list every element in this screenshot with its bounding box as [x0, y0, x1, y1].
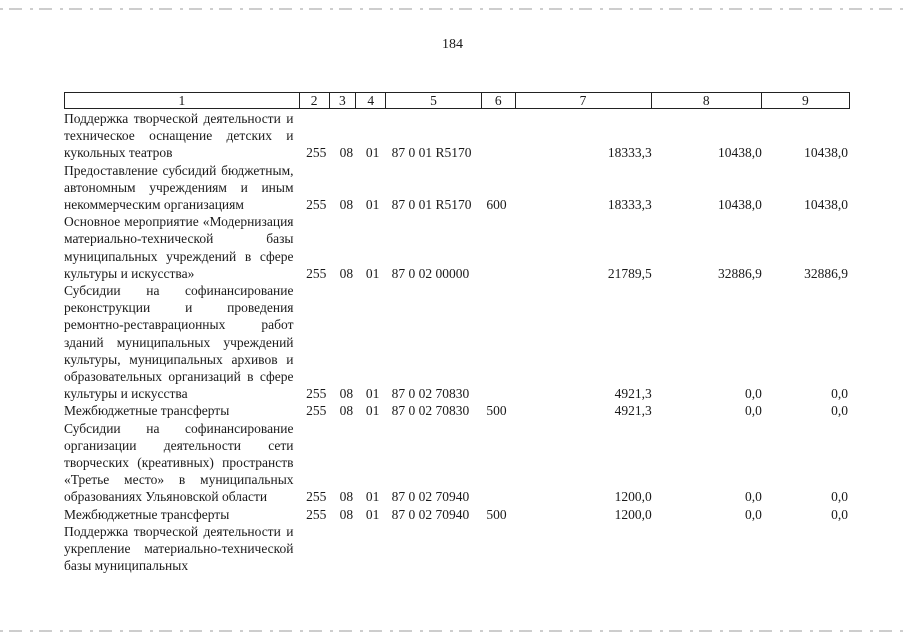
row-col-3: 08 [339, 145, 354, 161]
row-col-8: 32886,9 [717, 265, 762, 281]
row-name: Основное мероприятие «Модернизация материально-технической базы муниципальных учреждений в сфере культуры и искусства» [64, 214, 294, 281]
header-col-3: 3 [330, 93, 357, 108]
row-col-5: 87 0 01 R5170 [391, 145, 472, 161]
page-number: 184 [442, 37, 463, 52]
table-header [64, 92, 850, 109]
row-col-5: 87 0 01 R5170 [391, 197, 472, 213]
table-row [64, 506, 850, 523]
scan-edge-bottom [0, 630, 905, 632]
row-col-7: 4921,3 [614, 386, 652, 402]
row-col-8: 0,0 [744, 386, 762, 402]
row-col-8: 10438,0 [717, 197, 762, 213]
row-name: Межбюджетные трансферты [64, 403, 230, 419]
row-col-9: 10438,0 [804, 197, 848, 213]
row-name: Межбюджетные трансферты [64, 506, 230, 522]
row-col-6: 600 [486, 197, 507, 213]
header-col-7: 7 [516, 93, 652, 108]
row-col-6: 500 [486, 506, 507, 522]
row-name: Субсидии на софинансирование организации деятельности сети творческих (креативных) пространств «Третье место» в муниципальных образованиях Ульяновской области [64, 420, 294, 505]
row-col-5: 87 0 02 70940 [391, 489, 470, 505]
row-col-4: 01 [365, 145, 380, 161]
row-col-5: 87 0 02 70830 [391, 386, 470, 402]
row-col-3: 08 [339, 386, 354, 402]
row-col-2: 255 [306, 506, 327, 522]
row-name: Субсидии на софинансирование реконструкции и проведения ремонтно-реставрационных работ зданий муниципальных учреждений культуры, муниципальных архивов и образовательных организаций в сфере культуры и искусства [64, 283, 294, 402]
header-col-6: 6 [482, 93, 516, 108]
row-col-2: 255 [306, 386, 327, 402]
table-row [64, 162, 850, 214]
header-col-2: 2 [300, 93, 330, 108]
row-name: Поддержка творческой деятельности и техническое оснащение детских и кукольных театров [64, 111, 294, 161]
row-col-8: 0,0 [744, 489, 762, 505]
row-col-2: 255 [306, 265, 327, 281]
header-col-9: 9 [802, 93, 809, 108]
row-col-4: 01 [365, 386, 380, 402]
table-row [64, 282, 850, 402]
row-col-8: 0,0 [744, 403, 762, 419]
header-col-5: 5 [386, 93, 482, 108]
row-col-9: 32886,9 [804, 265, 848, 281]
row-col-4: 01 [365, 403, 380, 419]
table-row [64, 523, 850, 575]
row-col-9: 0,0 [831, 489, 848, 505]
row-col-2: 255 [306, 403, 327, 419]
row-col-3: 08 [339, 489, 354, 505]
row-col-9: 0,0 [831, 386, 848, 402]
row-col-4: 01 [365, 197, 380, 213]
row-col-7: 18333,3 [607, 145, 652, 161]
row-col-3: 08 [339, 265, 354, 281]
header-col-8: 8 [652, 93, 762, 108]
row-col-4: 01 [365, 265, 380, 281]
row-col-8: 0,0 [744, 506, 762, 522]
row-col-7: 18333,3 [607, 197, 652, 213]
row-col-7: 21789,5 [607, 265, 652, 281]
row-col-9: 0,0 [831, 506, 848, 522]
header-col-4: 4 [356, 93, 386, 108]
row-col-8: 10438,0 [717, 145, 762, 161]
row-col-5: 87 0 02 00000 [391, 265, 470, 281]
row-col-4: 01 [365, 506, 380, 522]
row-col-3: 08 [339, 403, 354, 419]
row-col-2: 255 [306, 489, 327, 505]
row-col-9: 10438,0 [804, 145, 848, 161]
row-col-3: 08 [339, 197, 354, 213]
row-col-4: 01 [365, 489, 380, 505]
table-row [64, 402, 850, 419]
row-col-2: 255 [306, 197, 327, 213]
table-body [64, 110, 850, 574]
row-col-2: 255 [306, 145, 327, 161]
row-col-5: 87 0 02 70830 [391, 403, 470, 419]
table-row [64, 420, 850, 506]
row-col-9: 0,0 [831, 403, 848, 419]
row-col-3: 08 [339, 506, 354, 522]
row-col-7: 1200,0 [614, 489, 652, 505]
table-row [64, 213, 850, 282]
table-row [64, 110, 850, 162]
row-col-7: 1200,0 [614, 506, 652, 522]
header-col-1: 1 [65, 93, 300, 108]
row-name: Поддержка творческой деятельности и укрепление материально-технической базы муниципальных [64, 523, 294, 574]
row-col-5: 87 0 02 70940 [391, 506, 470, 522]
row-name: Предоставление субсидий бюджетным, автономным учреждениям и иным некоммерческим организациям [64, 162, 294, 213]
row-col-7: 4921,3 [614, 403, 652, 419]
scan-edge-top [0, 8, 905, 10]
row-col-6: 500 [486, 403, 507, 419]
